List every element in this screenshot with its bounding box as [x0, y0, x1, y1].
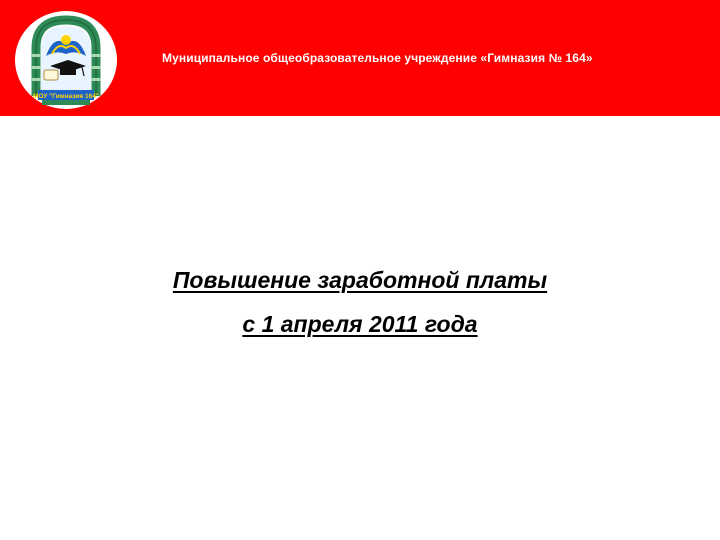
slide-title-line-1: Повышение заработной платы	[172, 267, 548, 293]
slide-title	[60, 258, 660, 346]
slide-title-line-2: с 1 апреля 2011 года	[242, 311, 478, 337]
school-emblem-logo	[14, 10, 118, 110]
logo-text: МОУ "Гимназия 164"	[33, 93, 99, 100]
header-title: Муниципальное общеобразовательное учреждение «Гимназия № 164»	[162, 51, 593, 65]
